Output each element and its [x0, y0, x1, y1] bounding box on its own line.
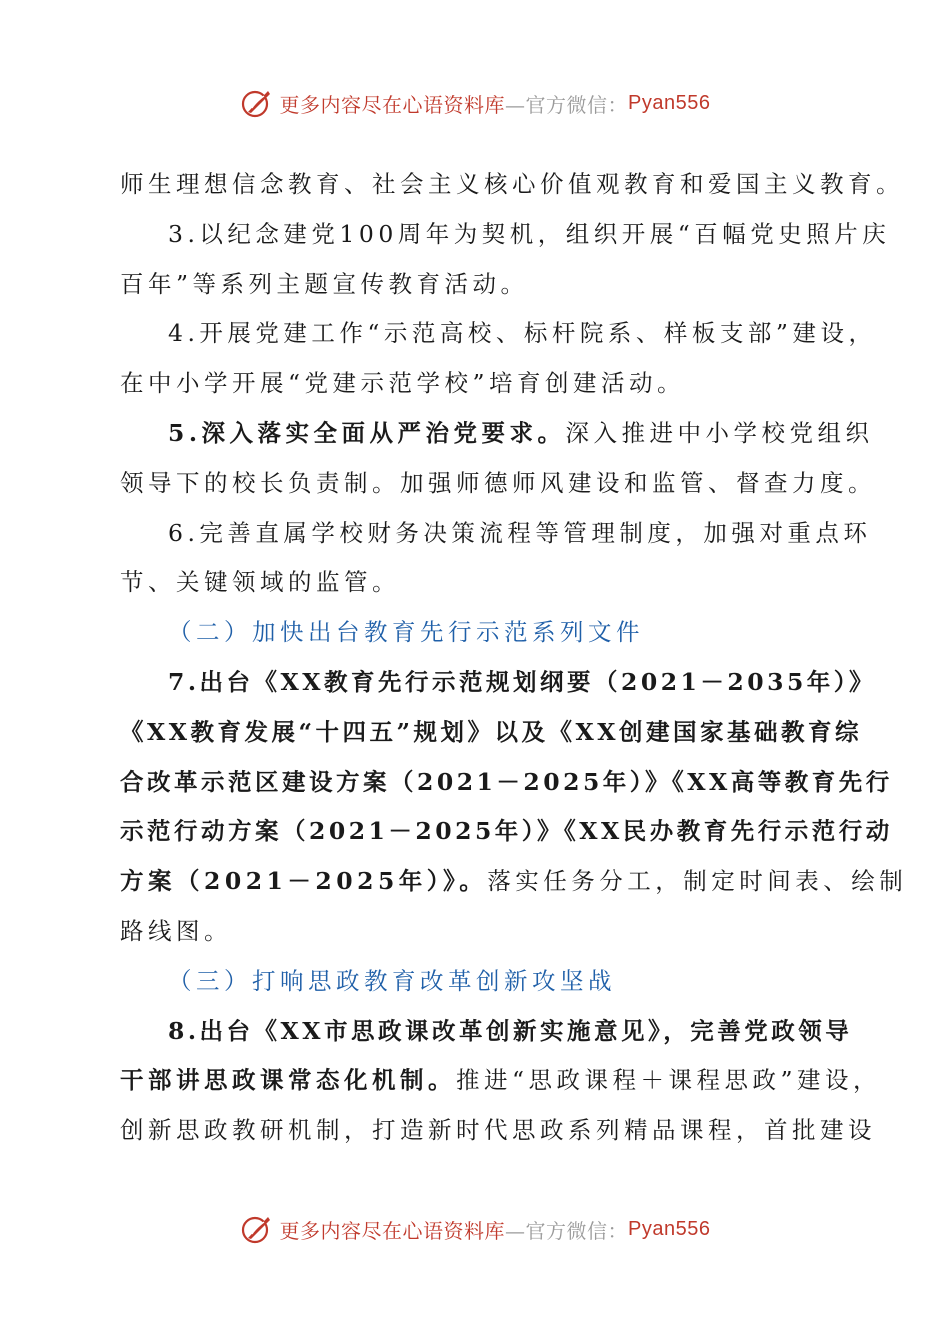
paragraph-line: 领导下的校长负责制。加强师德师风建设和监管、督查力度。	[120, 468, 876, 497]
paragraph-line: 百年”等系列主题宣传教育活动。	[120, 269, 529, 298]
paragraph-line: 6.完善直属学校财务决策流程等管理制度，加强对重点环	[168, 518, 872, 547]
bold-lead: 5.深入落实全面从严治党要求。	[168, 418, 566, 447]
watermark-top	[0, 86, 950, 120]
section-heading: （三）打响思政教育改革创新攻坚战	[168, 966, 616, 995]
paragraph-line	[120, 409, 874, 459]
watermark-gray-text: —官方微信：	[505, 1218, 629, 1243]
bold-lead: 干部讲思政课常态化机制。	[120, 1066, 456, 1095]
watermark-bottom	[0, 1212, 950, 1246]
paragraph-line: 示范行动方案（2021－2025年）》《XX民办教育先行示范行动	[120, 817, 893, 846]
paragraph-line: 8.出台《XX市思政课改革创新实施意见》，完善党政领导	[168, 1016, 853, 1045]
paragraph-line: 路线图。	[120, 916, 232, 945]
watermark-code: Pyan556	[628, 91, 711, 114]
paragraph-line	[120, 1056, 882, 1106]
paragraph-line: 7.出台《XX教育先行示范规划纲要（2021－2035年）》	[168, 667, 877, 696]
paragraph-text: 深入推进中小学校党组织	[565, 418, 874, 447]
paragraph-text: 落实任务分工，制定时间表、绘制	[487, 867, 908, 896]
paragraph-line: 合改革示范区建设方案（2021－2025年）》《XX高等教育先行	[120, 767, 893, 796]
paragraph-line: 《XX教育发展“十四五”规划》以及《XX创建国家基础教育综	[120, 717, 862, 746]
paragraph-line: 师生理想信念教育、社会主义核心价值观教育和爱国主义教育。	[120, 170, 904, 198]
watermark-red-text: 更多内容尽在心语资料库	[279, 92, 506, 117]
paragraph-line: 节、关键领域的监管。	[120, 568, 400, 597]
paragraph-line: 在中小学开展“党建示范学校”培育创建活动。	[120, 369, 686, 398]
document-body	[120, 160, 908, 1156]
bold-lead: 方案（2021－2025年）》。	[120, 867, 488, 896]
paragraph-line: 3.以纪念建党100周年为契机，组织开展“百幅党史照片庆	[168, 219, 891, 248]
watermark-gray-text: —官方微信：	[505, 92, 629, 117]
paragraph-line: 4.开展党建工作“示范高校、标杆院系、样板支部”建设，	[168, 319, 877, 348]
paragraph-line: 创新思政教研机制，打造新时代思政系列精品课程，首批建设	[120, 1116, 876, 1145]
quill-logo-icon	[240, 86, 274, 120]
watermark-red-text: 更多内容尽在心语资料库	[279, 1218, 506, 1243]
section-heading: （二）加快出台教育先行示范系列文件	[168, 618, 644, 647]
paragraph-text: 推进“思政课程＋课程思政”建设，	[456, 1066, 882, 1095]
paragraph-line	[120, 857, 908, 907]
quill-logo-icon	[240, 1212, 274, 1246]
watermark-code: Pyan556	[628, 1217, 711, 1240]
